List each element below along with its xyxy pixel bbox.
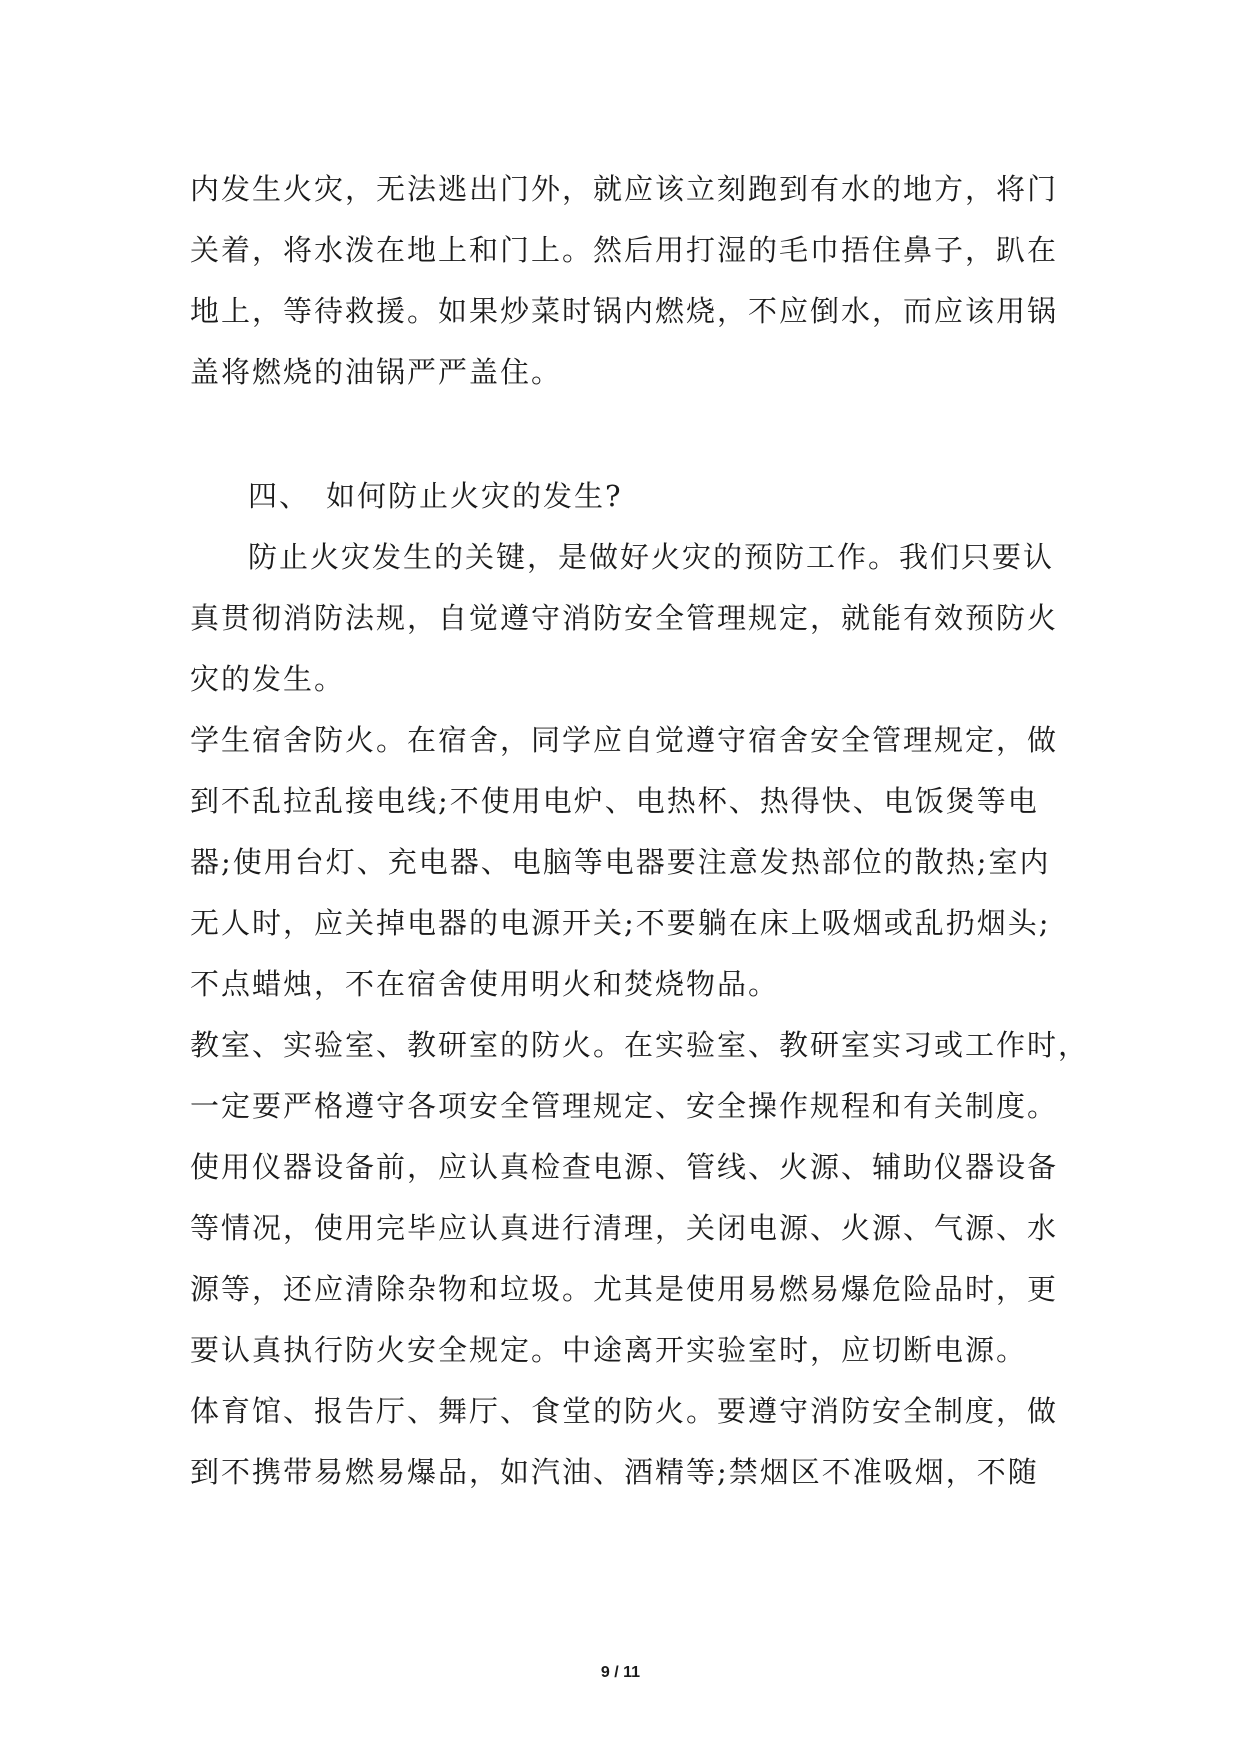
text-line: 防止火灾发生的关键，是做好火灾的预防工作。我们只要认 [248, 540, 1055, 574]
paragraph-prevention-intro [190, 527, 1070, 710]
text-line: 等情况，使用完毕应认真进行清理，关闭电源、火源、气源、水 [190, 1211, 1059, 1245]
paragraph-fire-escape [190, 159, 1070, 403]
text-line: 体育馆、报告厅、舞厅、食堂的防火。要遵守消防安全制度，做 [190, 1394, 1059, 1428]
text-line: 真贯彻消防法规，自觉遵守消防安全管理规定，就能有效预防火 [190, 601, 1059, 635]
paragraph-public-venues [190, 1381, 1070, 1503]
document-body [190, 159, 1090, 1503]
text-line: 无人时，应关掉电器的电源开关;不要躺在床上吸烟或乱扔烟头; [190, 906, 1051, 940]
text-line: 源等，还应清除杂物和垃圾。尤其是使用易燃易爆危险品时，更 [190, 1272, 1059, 1306]
text-line: 使用仪器设备前，应认真检查电源、管线、火源、辅助仪器设备 [190, 1150, 1059, 1184]
text-line: 一定要严格遵守各项安全管理规定、安全操作规程和有关制度。 [190, 1089, 1059, 1123]
section-title: 如何防止火灾的发生? [326, 479, 623, 513]
text-line: 器;使用台灯、充电器、电脑等电器要注意发热部位的散热;室内 [190, 845, 1051, 879]
text-line: 到不携带易燃易爆品，如汽油、酒精等;禁烟区不准吸烟，不随 [190, 1455, 1039, 1489]
section-heading [190, 466, 1070, 527]
text-line: 灾的发生。 [190, 662, 346, 696]
text-line: 到不乱拉乱接电线;不使用电炉、电热杯、热得快、电饭煲等电 [190, 784, 1039, 818]
paragraph-laboratory [190, 1015, 1090, 1381]
text-line: 关着，将水泼在地上和门上。然后用打湿的毛巾捂住鼻子，趴在 [190, 233, 1059, 267]
paragraph-dormitory [190, 710, 1070, 1015]
text-line: 不点蜡烛，不在宿舍使用明火和焚烧物品。 [190, 967, 780, 1001]
text-line: 内发生火灾，无法逃出门外，就应该立刻跑到有水的地方，将门 [190, 172, 1059, 206]
section-number: 四、 [248, 479, 311, 513]
text-line: 学生宿舍防火。在宿舍，同学应自觉遵守宿舍安全管理规定，做 [190, 723, 1059, 757]
text-line: 教室、实验室、教研室的防火。在实验室、教研室实习或工作时， [190, 1028, 1090, 1062]
page-number: 9 / 11 [600, 1664, 641, 1681]
text-line: 要认真执行防火安全规定。中途离开实验室时，应切断电源。 [190, 1333, 1028, 1367]
text-line: 地上，等待救援。如果炒菜时锅内燃烧，不应倒水，而应该用锅 [190, 294, 1059, 328]
text-line: 盖将燃烧的油锅严严盖住。 [190, 355, 563, 389]
